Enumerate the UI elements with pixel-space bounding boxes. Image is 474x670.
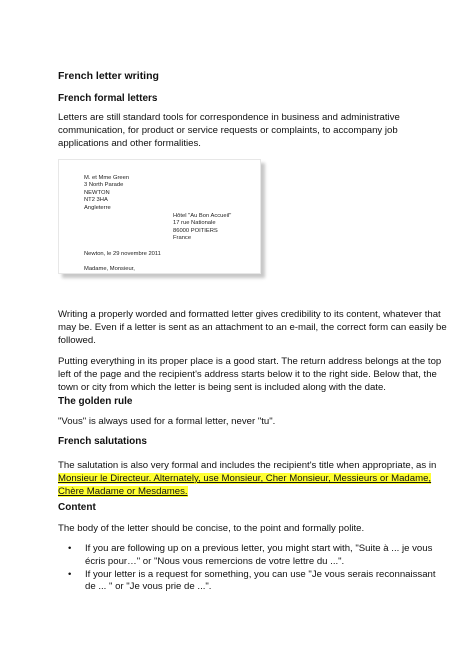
highlighted-salutations: Monsieur le Directeur. Alternately, use Monsieur, Cher Monsieur, Messieurs or Madame, bbox=[58, 472, 432, 484]
credibility-paragraph bbox=[58, 309, 447, 347]
recipient-line: Hôtel "Au Bon Accueil" bbox=[173, 213, 232, 219]
sender-line: NEWTON bbox=[84, 189, 110, 196]
highlighted-salutations: Chère Madame or Mesdames. bbox=[58, 485, 188, 497]
paragraph-line: may be. Even if a letter is sent as an attachment to an e-mail, the correct form can easily be bbox=[58, 321, 447, 333]
document-title: French letter writing bbox=[58, 70, 159, 82]
bullet-icon: • bbox=[68, 543, 72, 554]
letter-date-line: Newton, le 29 novembre 2011 bbox=[84, 251, 161, 257]
section-heading-salutations: French salutations bbox=[58, 436, 147, 447]
list-item-line: écris pour…" or "Nous vous remercions de votre lettre du ...". bbox=[85, 555, 345, 567]
list-item-line: If you are following up on a previous letter, you might start with, "Suite à ... je vous bbox=[85, 543, 433, 554]
paragraph-line: town or city from which the letter is being sent is included along with the date. bbox=[58, 381, 386, 393]
paragraph-line: Writing a properly worded and formatted letter gives credibility to its content, whatever that bbox=[58, 309, 441, 320]
sender-line: 3 North Parade bbox=[84, 182, 124, 189]
content-bullet-list bbox=[58, 543, 438, 594]
list-item-line: If your letter is a request for something, you can use "Je vous serais reconnaissant bbox=[85, 568, 436, 580]
intro-line: Letters are still standard tools for correspondence in business and administrative bbox=[58, 112, 400, 123]
list-item-line: de ... " or "Je vous prie de ...". bbox=[85, 581, 212, 593]
recipient-line: France bbox=[173, 235, 192, 242]
recipient-address bbox=[173, 213, 231, 243]
salutations-paragraph bbox=[58, 460, 437, 498]
list-item bbox=[58, 543, 438, 569]
intro-line: applications and other formalities. bbox=[58, 137, 201, 149]
intro-line: communication, for product or service requests or complaints, to accompany job bbox=[58, 124, 398, 136]
section-heading-content: Content bbox=[58, 502, 96, 513]
sender-line: Angleterre bbox=[84, 204, 111, 211]
layout-paragraph bbox=[58, 356, 442, 394]
sender-address bbox=[84, 175, 129, 212]
paragraph-line: Putting everything in its proper place is a good start. The return address belongs at the top bbox=[58, 356, 442, 367]
sender-line: NT2 3HA bbox=[84, 197, 108, 204]
recipient-line: 86000 POITIERS bbox=[173, 227, 218, 234]
paragraph-line: followed. bbox=[58, 334, 96, 346]
letter-greeting: Madame, Monsieur, bbox=[84, 266, 135, 272]
content-text: The body of the letter should be concise, to the point and formally polite. bbox=[58, 523, 365, 534]
recipient-line: 17 rue Nationale bbox=[173, 220, 216, 227]
paragraph-line: The salutation is also very formal and includes the recipient's title when appropriate, as in bbox=[58, 460, 437, 471]
intro-paragraph bbox=[58, 112, 418, 150]
bullet-icon: • bbox=[68, 568, 72, 580]
section-heading-golden-rule: The golden rule bbox=[58, 396, 133, 407]
sample-letter-image bbox=[58, 159, 261, 274]
golden-rule-text: "Vous" is always used for a formal letter, never "tu". bbox=[58, 416, 276, 427]
sender-line: M. et Mme Green bbox=[84, 175, 130, 181]
paragraph-line: left of the page and the recipient's address starts below it to the right side. Below that, the bbox=[58, 368, 437, 380]
list-item bbox=[58, 569, 438, 595]
section-heading-formal-letters: French formal letters bbox=[58, 93, 158, 104]
